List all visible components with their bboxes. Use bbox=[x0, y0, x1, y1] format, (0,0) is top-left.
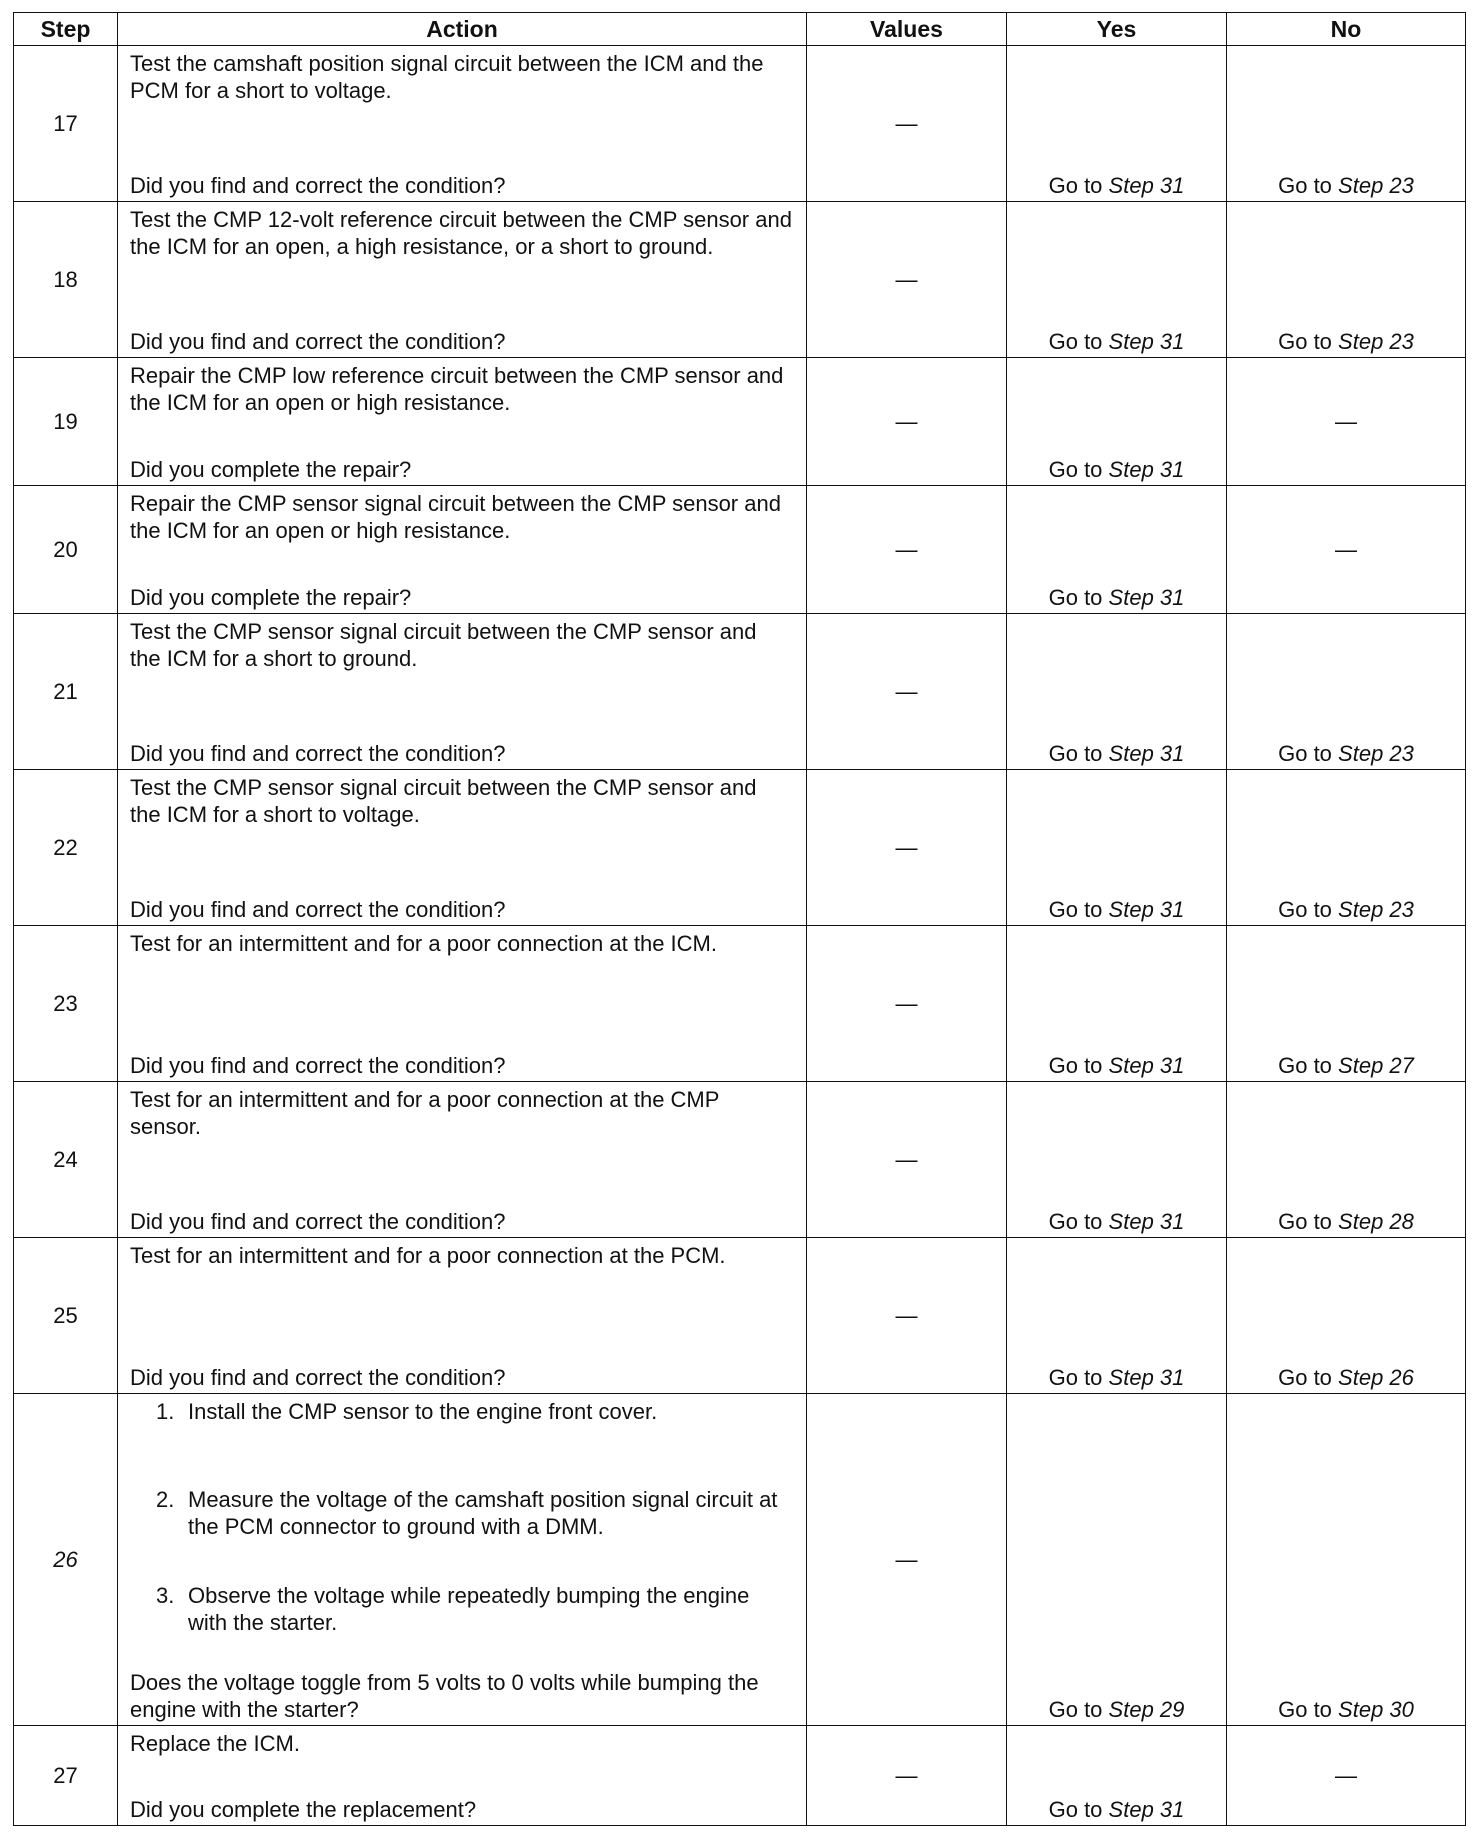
goto-prefix: Go to bbox=[1048, 897, 1103, 922]
yes-cell bbox=[1007, 770, 1227, 926]
yes-cell bbox=[1007, 614, 1227, 770]
yes-goto bbox=[1007, 896, 1226, 923]
no-goto bbox=[1227, 740, 1465, 767]
values-cell: — bbox=[807, 1238, 1007, 1394]
goto-prefix: Go to bbox=[1278, 1209, 1332, 1234]
no-goto bbox=[1227, 1696, 1465, 1723]
action-question: Did you find and correct the condition? bbox=[130, 897, 506, 922]
no-cell bbox=[1227, 1082, 1466, 1238]
action-text: Test for an intermittent and for a poor connection at the ICM. bbox=[130, 931, 717, 956]
goto-prefix: Go to bbox=[1278, 329, 1332, 354]
no-goto bbox=[1227, 1052, 1465, 1079]
action-question: Did you find and correct the condition? bbox=[130, 329, 506, 354]
header-action: Action bbox=[118, 13, 807, 46]
goto-step-link: Step 23 bbox=[1338, 897, 1414, 922]
table-row bbox=[14, 614, 1466, 770]
yes-cell bbox=[1007, 202, 1227, 358]
no-cell: — bbox=[1227, 486, 1466, 614]
substep-item bbox=[130, 1398, 792, 1425]
action-text: Repair the CMP sensor signal circuit between the CMP sensor and the ICM for an open or high resistance. bbox=[130, 491, 781, 543]
yes-goto bbox=[1007, 1796, 1226, 1823]
step-number: 23 bbox=[14, 926, 118, 1082]
no-cell bbox=[1227, 926, 1466, 1082]
goto-prefix: Go to bbox=[1278, 1365, 1332, 1390]
action-cell bbox=[118, 1394, 807, 1726]
yes-goto bbox=[1007, 172, 1226, 199]
values-cell: — bbox=[807, 770, 1007, 926]
goto-prefix: Go to bbox=[1048, 1797, 1103, 1822]
no-cell bbox=[1227, 770, 1466, 926]
substep-number: 3. bbox=[156, 1583, 175, 1608]
step-number: 22 bbox=[14, 770, 118, 926]
goto-step-link: Step 31 bbox=[1108, 173, 1185, 198]
goto-step-link: Step 29 bbox=[1108, 1697, 1185, 1722]
header-step: Step bbox=[14, 13, 118, 46]
action-text: Test the CMP 12-volt reference circuit between the CMP sensor and the ICM for an open, a high resistance, or a short to ground. bbox=[130, 207, 792, 259]
action-cell bbox=[118, 1082, 807, 1238]
substep-number: 2. bbox=[156, 1487, 175, 1512]
goto-step-link: Step 31 bbox=[1108, 1797, 1185, 1822]
no-goto bbox=[1227, 1208, 1465, 1235]
table-row bbox=[14, 486, 1466, 614]
table-row bbox=[14, 1238, 1466, 1394]
goto-prefix: Go to bbox=[1278, 741, 1332, 766]
yes-cell bbox=[1007, 1082, 1227, 1238]
table-row bbox=[14, 1394, 1466, 1726]
action-cell bbox=[118, 486, 807, 614]
no-goto bbox=[1227, 328, 1465, 355]
goto-prefix: Go to bbox=[1048, 173, 1103, 198]
yes-goto bbox=[1007, 1052, 1226, 1079]
goto-step-link: Step 31 bbox=[1108, 1053, 1185, 1078]
values-cell: — bbox=[807, 1394, 1007, 1726]
substep-text: Install the CMP sensor to the engine front cover. bbox=[188, 1399, 658, 1424]
action-text: Test the CMP sensor signal circuit between the CMP sensor and the ICM for a short to ground. bbox=[130, 619, 757, 671]
action-text: Repair the CMP low reference circuit between the CMP sensor and the ICM for an open or high resistance. bbox=[130, 363, 784, 415]
goto-step-link: Step 31 bbox=[1108, 897, 1185, 922]
no-goto bbox=[1227, 896, 1465, 923]
goto-prefix: Go to bbox=[1048, 1209, 1103, 1234]
action-text: Replace the ICM. bbox=[130, 1731, 300, 1756]
values-cell: — bbox=[807, 486, 1007, 614]
yes-goto bbox=[1007, 1364, 1226, 1391]
action-question: Did you complete the repair? bbox=[130, 585, 412, 610]
yes-cell bbox=[1007, 1238, 1227, 1394]
no-cell bbox=[1227, 202, 1466, 358]
goto-step-link: Step 30 bbox=[1338, 1697, 1414, 1722]
values-cell: — bbox=[807, 202, 1007, 358]
table-header-row bbox=[14, 13, 1466, 46]
step-number: 24 bbox=[14, 1082, 118, 1238]
goto-prefix: Go to bbox=[1278, 897, 1332, 922]
goto-step-link: Step 31 bbox=[1108, 457, 1185, 482]
step-number: 17 bbox=[14, 46, 118, 202]
header-yes: Yes bbox=[1007, 13, 1227, 46]
goto-prefix: Go to bbox=[1278, 1697, 1332, 1722]
action-cell bbox=[118, 770, 807, 926]
goto-step-link: Step 31 bbox=[1108, 1365, 1185, 1390]
yes-goto bbox=[1007, 328, 1226, 355]
no-cell bbox=[1227, 614, 1466, 770]
action-cell bbox=[118, 46, 807, 202]
goto-step-link: Step 31 bbox=[1108, 585, 1185, 610]
yes-goto bbox=[1007, 456, 1226, 483]
no-cell: — bbox=[1227, 1726, 1466, 1826]
table-row bbox=[14, 202, 1466, 358]
table-row bbox=[14, 1082, 1466, 1238]
yes-cell bbox=[1007, 926, 1227, 1082]
goto-prefix: Go to bbox=[1048, 585, 1103, 610]
action-cell bbox=[118, 358, 807, 486]
step-number: 19 bbox=[14, 358, 118, 486]
goto-prefix: Go to bbox=[1048, 741, 1103, 766]
no-cell bbox=[1227, 1394, 1466, 1726]
table-row bbox=[14, 358, 1466, 486]
header-no: No bbox=[1227, 13, 1466, 46]
table-row bbox=[14, 926, 1466, 1082]
yes-goto bbox=[1007, 584, 1226, 611]
goto-step-link: Step 23 bbox=[1338, 741, 1414, 766]
goto-step-link: Step 28 bbox=[1338, 1209, 1414, 1234]
yes-cell bbox=[1007, 46, 1227, 202]
step-number: 25 bbox=[14, 1238, 118, 1394]
goto-prefix: Go to bbox=[1048, 1365, 1103, 1390]
values-cell: — bbox=[807, 614, 1007, 770]
yes-cell bbox=[1007, 358, 1227, 486]
action-question: Did you find and correct the condition? bbox=[130, 1365, 506, 1390]
substep-text: Measure the voltage of the camshaft position signal circuit at the PCM connector to ground with a DMM. bbox=[188, 1487, 778, 1539]
action-question: Did you find and correct the condition? bbox=[130, 741, 506, 766]
step-number: 21 bbox=[14, 614, 118, 770]
values-cell: — bbox=[807, 926, 1007, 1082]
goto-step-link: Step 26 bbox=[1338, 1365, 1414, 1390]
yes-cell bbox=[1007, 1726, 1227, 1826]
step-number: 18 bbox=[14, 202, 118, 358]
goto-step-link: Step 23 bbox=[1338, 173, 1414, 198]
no-cell bbox=[1227, 46, 1466, 202]
table-row bbox=[14, 770, 1466, 926]
goto-step-link: Step 27 bbox=[1338, 1053, 1414, 1078]
step-number: 20 bbox=[14, 486, 118, 614]
yes-cell bbox=[1007, 486, 1227, 614]
step-number: 27 bbox=[14, 1726, 118, 1826]
step-number: 26 bbox=[14, 1394, 118, 1726]
yes-goto bbox=[1007, 740, 1226, 767]
goto-step-link: Step 31 bbox=[1108, 741, 1185, 766]
action-cell bbox=[118, 1238, 807, 1394]
no-cell: — bbox=[1227, 358, 1466, 486]
action-cell bbox=[118, 614, 807, 770]
goto-step-link: Step 31 bbox=[1108, 329, 1185, 354]
no-goto bbox=[1227, 1364, 1465, 1391]
action-cell bbox=[118, 1726, 807, 1826]
action-text: Test for an intermittent and for a poor connection at the PCM. bbox=[130, 1243, 726, 1268]
goto-prefix: Go to bbox=[1048, 329, 1103, 354]
no-goto bbox=[1227, 172, 1465, 199]
values-cell: — bbox=[807, 358, 1007, 486]
action-cell bbox=[118, 926, 807, 1082]
table-row bbox=[14, 46, 1466, 202]
action-question: Did you find and correct the condition? bbox=[130, 1053, 506, 1078]
yes-goto bbox=[1007, 1696, 1226, 1723]
goto-prefix: Go to bbox=[1048, 1053, 1103, 1078]
no-cell bbox=[1227, 1238, 1466, 1394]
action-text: Test the CMP sensor signal circuit between the CMP sensor and the ICM for a short to voltage. bbox=[130, 775, 757, 827]
table-row bbox=[14, 1726, 1466, 1826]
substep-item bbox=[130, 1582, 792, 1636]
goto-prefix: Go to bbox=[1278, 1053, 1332, 1078]
action-text: Test the camshaft position signal circuit between the ICM and the PCM for a short to voltage. bbox=[130, 51, 764, 103]
goto-step-link: Step 31 bbox=[1108, 1209, 1185, 1234]
yes-goto bbox=[1007, 1208, 1226, 1235]
substep-number: 1. bbox=[156, 1399, 175, 1424]
goto-prefix: Go to bbox=[1048, 457, 1103, 482]
substep-item bbox=[130, 1486, 792, 1540]
substep-text: Observe the voltage while repeatedly bumping the engine with the starter. bbox=[188, 1583, 750, 1635]
action-question: Did you find and correct the condition? bbox=[130, 1209, 506, 1234]
action-cell bbox=[118, 202, 807, 358]
values-cell: — bbox=[807, 1082, 1007, 1238]
header-values: Values bbox=[807, 13, 1007, 46]
action-text: Test for an intermittent and for a poor connection at the CMP sensor. bbox=[130, 1087, 720, 1139]
action-question: Did you complete the repair? bbox=[130, 457, 412, 482]
goto-step-link: Step 23 bbox=[1338, 329, 1414, 354]
values-cell: — bbox=[807, 46, 1007, 202]
diagnostic-table bbox=[13, 12, 1466, 1826]
goto-prefix: Go to bbox=[1278, 173, 1332, 198]
values-cell: — bbox=[807, 1726, 1007, 1826]
goto-prefix: Go to bbox=[1048, 1697, 1103, 1722]
action-question: Did you find and correct the condition? bbox=[130, 173, 506, 198]
action-question: Does the voltage toggle from 5 volts to 0 volts while bumping the engine with the starter? bbox=[130, 1670, 759, 1722]
action-question: Did you complete the replacement? bbox=[130, 1797, 477, 1822]
yes-cell bbox=[1007, 1394, 1227, 1726]
